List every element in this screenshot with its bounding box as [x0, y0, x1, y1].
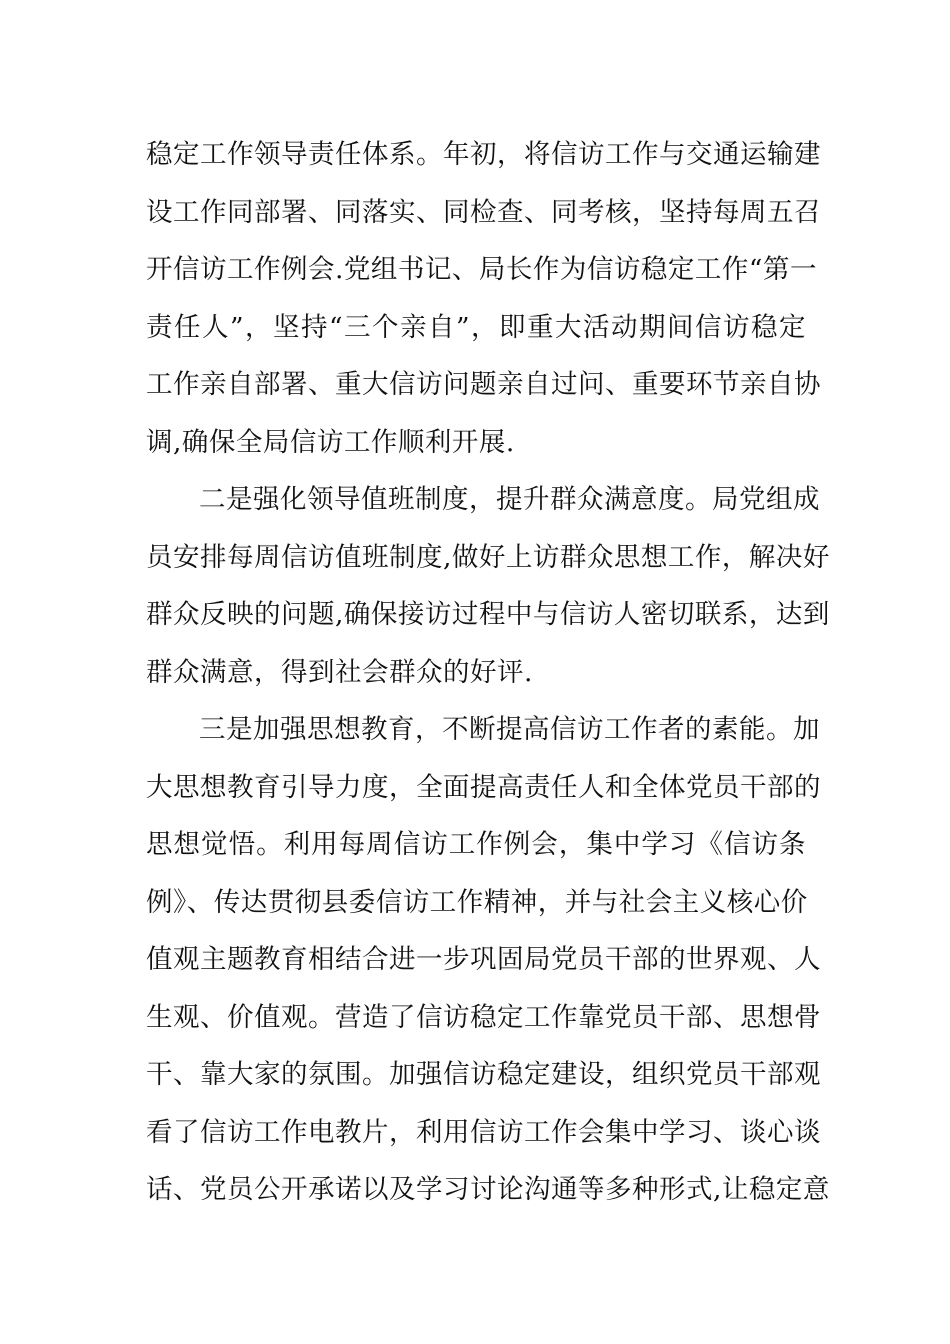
text-line: 开信访工作例会.党组书记、局长作为信访稳定工作“第一	[146, 254, 817, 285]
text-line: 值观主题教育相结合进一步巩固局党员干部的世界观、人	[146, 944, 821, 975]
text-line: 稳定工作领导责任体系。年初，将信访工作与交通运输建	[146, 139, 821, 170]
text-line: 看了信访工作电教片，利用信访工作会集中学习、谈心谈	[146, 1116, 821, 1148]
text-line: 干、靠大家的氛围。加强信访稳定建设，组织党员干部观	[146, 1059, 821, 1090]
text-line: 二是强化领导值班制度，提升群众满意度。局党组成	[199, 484, 820, 515]
text-line: 思想觉悟。利用每周信访工作例会，集中学习《信访条	[146, 829, 806, 860]
text-line: 调,确保全局信访工作顺利开展.	[146, 426, 515, 458]
text-line: 群众反映的问题,确保接访过程中与信访人密切联系，达到	[146, 599, 830, 630]
text-line: 大思想教育引导力度，全面提高责任人和全体党员干部的	[146, 771, 821, 803]
text-line: 话、党员公开承诺以及学习讨论沟通等多种形式,让稳定意	[146, 1174, 830, 1205]
text-line: 工作亲自部署、重大信访问题亲自过问、重要环节亲自协	[146, 369, 821, 400]
text-line: 生观、价值观。营造了信访稳定工作靠党员干部、思想骨	[146, 1001, 821, 1033]
text-line: 例》、传达贯彻县委信访工作精神，并与社会主义核心价	[146, 886, 808, 918]
text-line: 设工作同部署、同落实、同检查、同考核，坚持每周五召	[146, 196, 821, 228]
document-body	[146, 126, 830, 1219]
text-line: 责任人”，坚持“三个亲自”，即重大活动期间信访稳定	[146, 311, 806, 343]
text-line: 员安排每周信访值班制度,做好上访群众思想工作，解决好	[146, 541, 830, 573]
text-line: 群众满意，得到社会群众的好评.	[146, 656, 533, 688]
text-line: 三是加强思想教育，不断提高信访工作者的素能。加	[199, 714, 820, 745]
